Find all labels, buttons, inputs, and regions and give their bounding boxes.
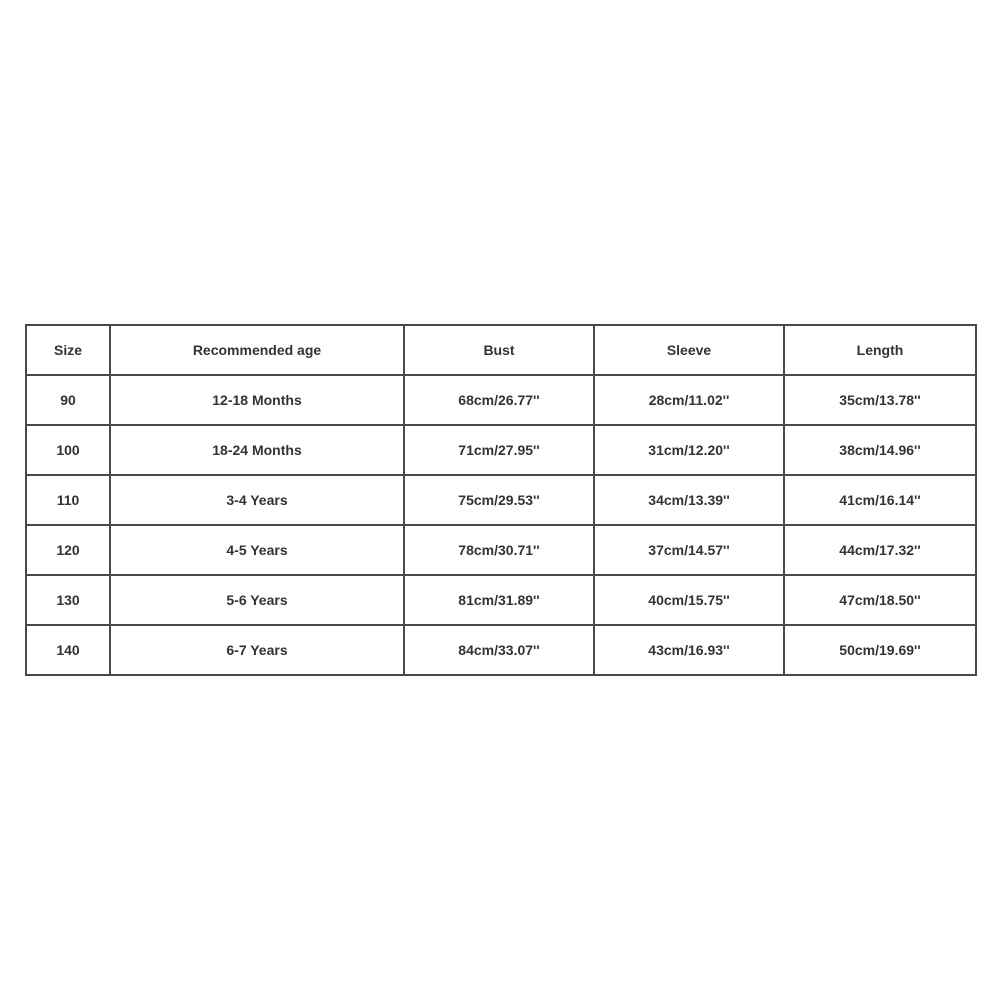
cell-sleeve: 31cm/12.20'' xyxy=(594,425,784,475)
table-row xyxy=(26,525,976,575)
cell-length: 50cm/19.69'' xyxy=(784,625,976,675)
cell-bust: 78cm/30.71'' xyxy=(404,525,594,575)
cell-sleeve: 34cm/13.39'' xyxy=(594,475,784,525)
cell-recommended-age: 6-7 Years xyxy=(110,625,404,675)
column-header-bust: Bust xyxy=(404,325,594,375)
cell-sleeve: 40cm/15.75'' xyxy=(594,575,784,625)
cell-length: 41cm/16.14'' xyxy=(784,475,976,525)
cell-length: 44cm/17.32'' xyxy=(784,525,976,575)
column-header-sleeve: Sleeve xyxy=(594,325,784,375)
cell-bust: 81cm/31.89'' xyxy=(404,575,594,625)
cell-sleeve: 43cm/16.93'' xyxy=(594,625,784,675)
cell-bust: 68cm/26.77'' xyxy=(404,375,594,425)
column-header-recommended-age: Recommended age xyxy=(110,325,404,375)
cell-sleeve: 28cm/11.02'' xyxy=(594,375,784,425)
table-row xyxy=(26,475,976,525)
cell-bust: 71cm/27.95'' xyxy=(404,425,594,475)
table-row xyxy=(26,625,976,675)
cell-recommended-age: 5-6 Years xyxy=(110,575,404,625)
cell-recommended-age: 12-18 Months xyxy=(110,375,404,425)
column-header-length: Length xyxy=(784,325,976,375)
cell-length: 38cm/14.96'' xyxy=(784,425,976,475)
cell-recommended-age: 3-4 Years xyxy=(110,475,404,525)
cell-sleeve: 37cm/14.57'' xyxy=(594,525,784,575)
cell-size: 100 xyxy=(26,425,110,475)
cell-length: 47cm/18.50'' xyxy=(784,575,976,625)
table-row xyxy=(26,425,976,475)
size-chart-table xyxy=(25,324,977,676)
cell-bust: 84cm/33.07'' xyxy=(404,625,594,675)
table-row xyxy=(26,575,976,625)
cell-size: 90 xyxy=(26,375,110,425)
cell-size: 140 xyxy=(26,625,110,675)
column-header-size: Size xyxy=(26,325,110,375)
table-row xyxy=(26,375,976,425)
cell-bust: 75cm/29.53'' xyxy=(404,475,594,525)
header-row xyxy=(26,325,976,375)
cell-recommended-age: 4-5 Years xyxy=(110,525,404,575)
cell-size: 110 xyxy=(26,475,110,525)
cell-size: 130 xyxy=(26,575,110,625)
cell-size: 120 xyxy=(26,525,110,575)
cell-length: 35cm/13.78'' xyxy=(784,375,976,425)
cell-recommended-age: 18-24 Months xyxy=(110,425,404,475)
